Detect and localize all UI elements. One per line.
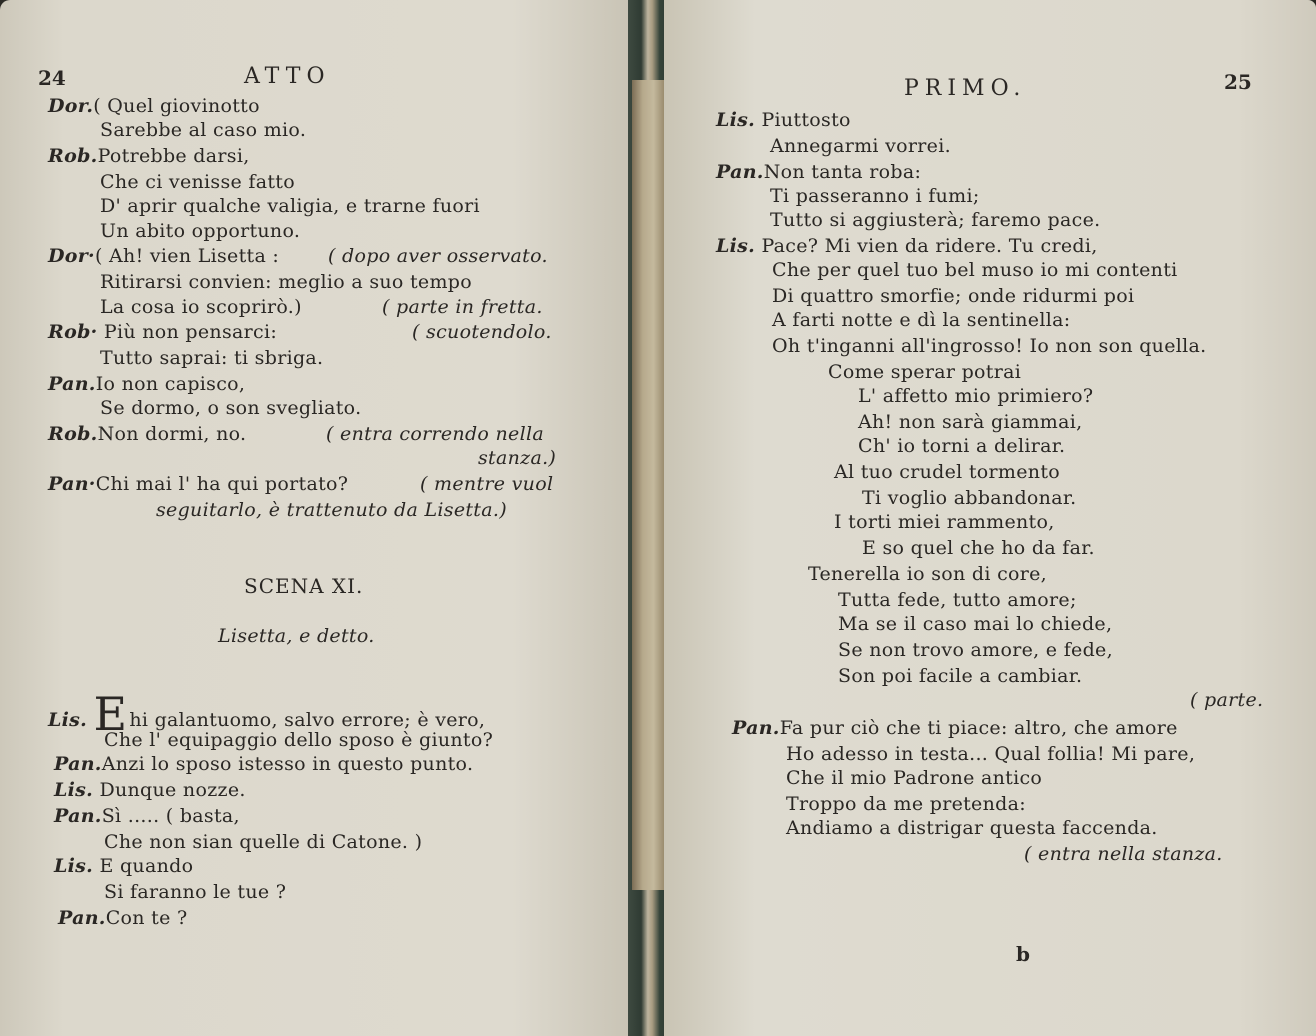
text-line: Troppo da me pretenda: — [786, 793, 1026, 815]
stage-direction: seguitarlo, è trattenuto da Lisetta.) — [156, 499, 507, 521]
text-line: Lis. Piuttosto — [716, 109, 851, 131]
text-line: I torti miei rammento, — [834, 511, 1055, 533]
stage-direction: ( parte in fretta. — [382, 296, 543, 318]
stage-direction: ( dopo aver osservato. — [328, 245, 548, 267]
page-number: 24 — [38, 66, 66, 90]
text-line: Ritirarsi convien: meglio a suo tempo — [100, 271, 472, 293]
text-line: Oh t'inganni all'ingrosso! Io non son quella. — [772, 335, 1207, 357]
text-line: Di quattro smorfie; onde ridurmi poi — [772, 285, 1135, 307]
stage-direction: ( parte. — [1190, 689, 1264, 711]
text-line: Andiamo a distrigar questa faccenda. — [786, 817, 1158, 839]
text-line: Rob.Potrebbe darsi, — [48, 145, 250, 167]
text-line: Lis. E quando — [54, 855, 194, 877]
stage-direction: stanza.) — [478, 447, 557, 469]
text-line: Che non sian quelle di Catone. ) — [104, 831, 423, 853]
text-line: Sarebbe al caso mio. — [100, 119, 307, 141]
text-line: Che per quel tuo bel muso io mi contenti — [772, 259, 1178, 281]
right-page — [664, 0, 1316, 1036]
text-line: Pan.Non tanta roba: — [716, 161, 922, 183]
text-line: D' aprir qualche valigia, e trarne fuori — [100, 195, 480, 217]
text-line: Ti voglio abbandonar. — [862, 487, 1077, 509]
stage-direction: ( entra nella stanza. — [1024, 843, 1223, 865]
text-line: Ho adesso in testa... Qual follia! Mi pare, — [786, 743, 1196, 765]
text-line: L' affetto mio primiero? — [858, 385, 1094, 407]
text-line: Lis. E hi galantuomo, salvo errore; è vero, — [48, 687, 486, 741]
text-line: Ma se il caso mai lo chiede, — [838, 613, 1113, 635]
stage-direction: ( entra correndo nella — [326, 423, 544, 445]
running-head: PRIMO. — [904, 76, 1027, 101]
text-line: Al tuo crudel tormento — [834, 461, 1060, 483]
text-line: Pan·Chi mai l' ha qui portato? — [48, 473, 349, 495]
text-line: Se dormo, o son svegliato. — [100, 397, 362, 419]
text-line: Ch' io torni a delirar. — [858, 435, 1066, 457]
text-line: E so quel che ho da far. — [862, 537, 1095, 559]
text-line: Come sperar potrai — [828, 361, 1022, 383]
text-line: A farti notte e dì la sentinella: — [772, 309, 1071, 331]
scene-title: SCENA XI. — [244, 574, 364, 598]
text-line: Pan.Con te ? — [58, 907, 188, 929]
text-line: Tutto saprai: ti sbriga. — [100, 347, 324, 369]
text-line: Tutta fede, tutto amore; — [838, 589, 1077, 611]
text-line: Rob· Più non pensarci: — [48, 321, 278, 343]
text-line: Che il mio Padrone antico — [786, 767, 1043, 789]
book-spine-band — [632, 80, 668, 890]
text-line: La cosa io scoprirò.) — [100, 296, 302, 318]
text-line: Un abito opportuno. — [100, 220, 301, 242]
text-line: Pan.Fa pur ciò che ti piace: altro, che amore — [732, 717, 1178, 739]
text-line: Tenerella io son di core, — [808, 563, 1048, 585]
drop-cap: E — [93, 687, 128, 741]
page-number: 25 — [1224, 70, 1252, 94]
text-line: Si faranno le tue ? — [104, 881, 287, 903]
text-line: Se non trovo amore, e fede, — [838, 639, 1113, 661]
text-line: Ah! non sarà giammai, — [858, 411, 1083, 433]
text-line: Ti passeranno i fumi; — [770, 185, 980, 207]
text-line: Son poi facile a cambiar. — [838, 665, 1083, 687]
scene-subtitle: Lisetta, e detto. — [218, 625, 375, 647]
text-line: Dor·( Ah! vien Lisetta : — [48, 245, 280, 267]
left-page — [0, 0, 640, 1036]
text-line: Che l' equipaggio dello sposo è giunto? — [104, 729, 494, 751]
text-line: Pan.Sì ..... ( basta, — [54, 805, 240, 827]
text-line: Pan.Anzi lo sposo istesso in questo punto. — [54, 753, 474, 775]
text-line: Pan.Io non capisco, — [48, 373, 246, 395]
text-line: Lis. Dunque nozze. — [54, 779, 246, 801]
text-line: Annegarmi vorrei. — [770, 135, 951, 157]
stage-direction: ( scuotendolo. — [412, 321, 552, 343]
text-line: Rob.Non dormi, no. — [48, 423, 247, 445]
text-line: Tutto si aggiusterà; faremo pace. — [770, 209, 1101, 231]
text-line: Dor.( Quel giovinotto — [48, 95, 260, 117]
signature-mark: b — [1016, 942, 1030, 966]
running-head: ATTO — [244, 64, 331, 89]
text-line: Che ci venisse fatto — [100, 171, 295, 193]
stage-direction: ( mentre vuol — [420, 473, 554, 495]
text-line: Lis. Pace? Mi vien da ridere. Tu credi, — [716, 235, 1098, 257]
